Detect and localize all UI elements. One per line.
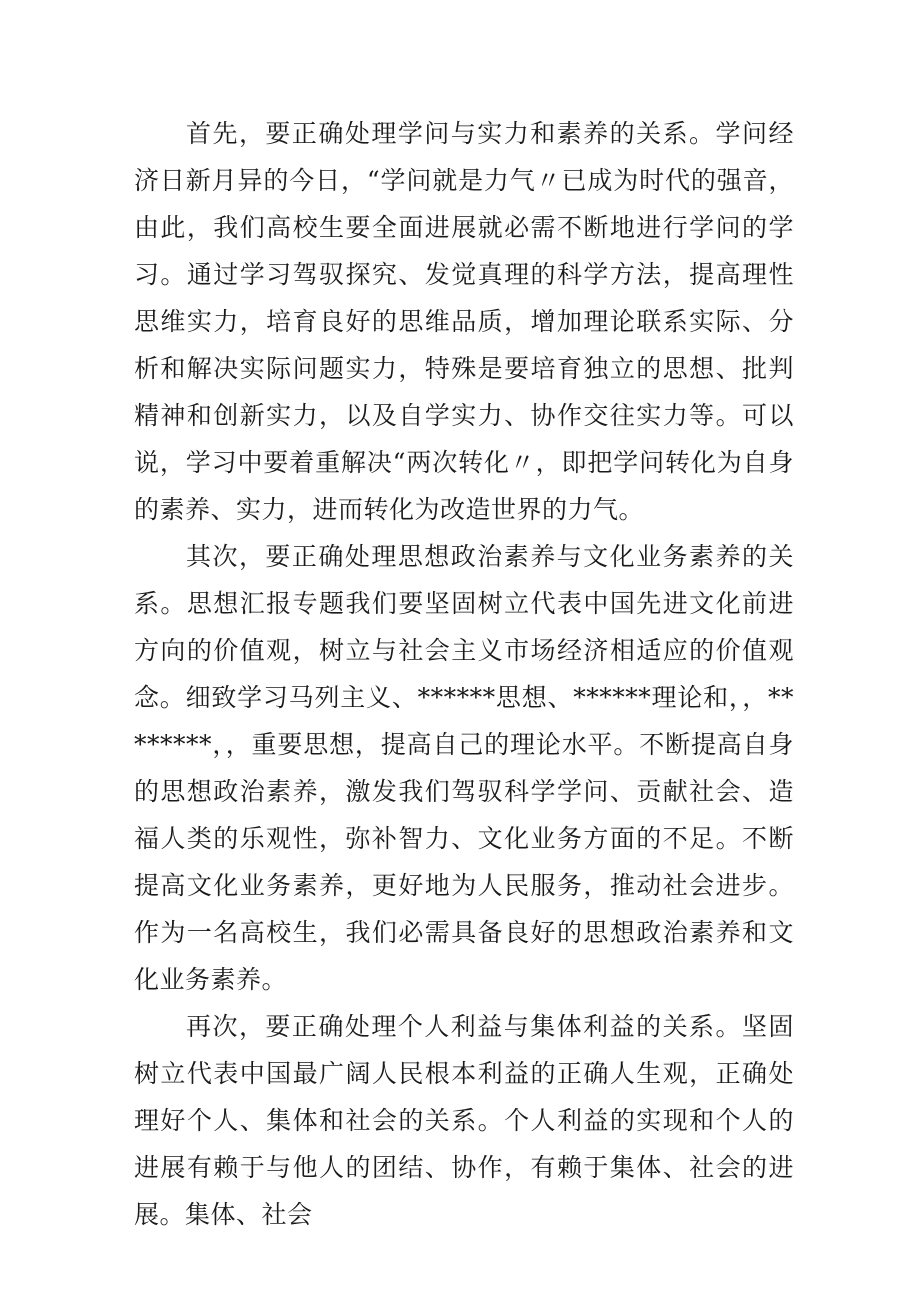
paragraph-individual-collective: 再次，要正确处理个人利益与集体利益的关系。坚固树立代表中国最广阔人民根本利益的正确人生观，正确处理好个人、集体和社会的关系。个人利益的实现和个人的进展有赖于与他人的团结、协作，有赖于集体、社会的进展。集体、社会 — [134, 1012, 794, 1229]
paragraph-political-cultural: 其次，要正确处理思想政治素养与文化业务素养的关系。思想汇报专题我们要坚固树立代表中国先进文化前进方向的价值观，树立与社会主义市场经济相适应的价值观念。细致学习马列主义、******思想、******理论和，，********，，重要思想，提高自己的理论水平。不断提高自身的思想政治素养，激发我们驾驭科学学问、贡献社会、造福人类的乐观性，弥补智力、文化业务方面的不足。不断提高文化业务素养，更好地为人民服务，推动社会进步。作为一名高校生，我们必需具备良好的思想政治素养和文化业务素养。 — [134, 542, 794, 994]
document-page — [134, 110, 794, 1238]
paragraph-knowledge-ability: 首先，要正确处理学问与实力和素养的关系。学问经济日新月异的今日，“学问就是力气〃已成为时代的强音，由此，我们高校生要全面进展就必需不断地进行学问的学习。通过学习驾驭探究、发觉真理的科学方法，提高理性思维实力，培育良好的思维品质，增加理论联系实际、分析和解决实际问题实力，特殊是要培育独立的思想、批判精神和创新实力，以及自学实力、协作交往实力等。可以说，学习中要着重解决“两次转化〃，即把学问转化为自身的素养、实力，进而转化为改造世界的力气。 — [134, 119, 794, 524]
